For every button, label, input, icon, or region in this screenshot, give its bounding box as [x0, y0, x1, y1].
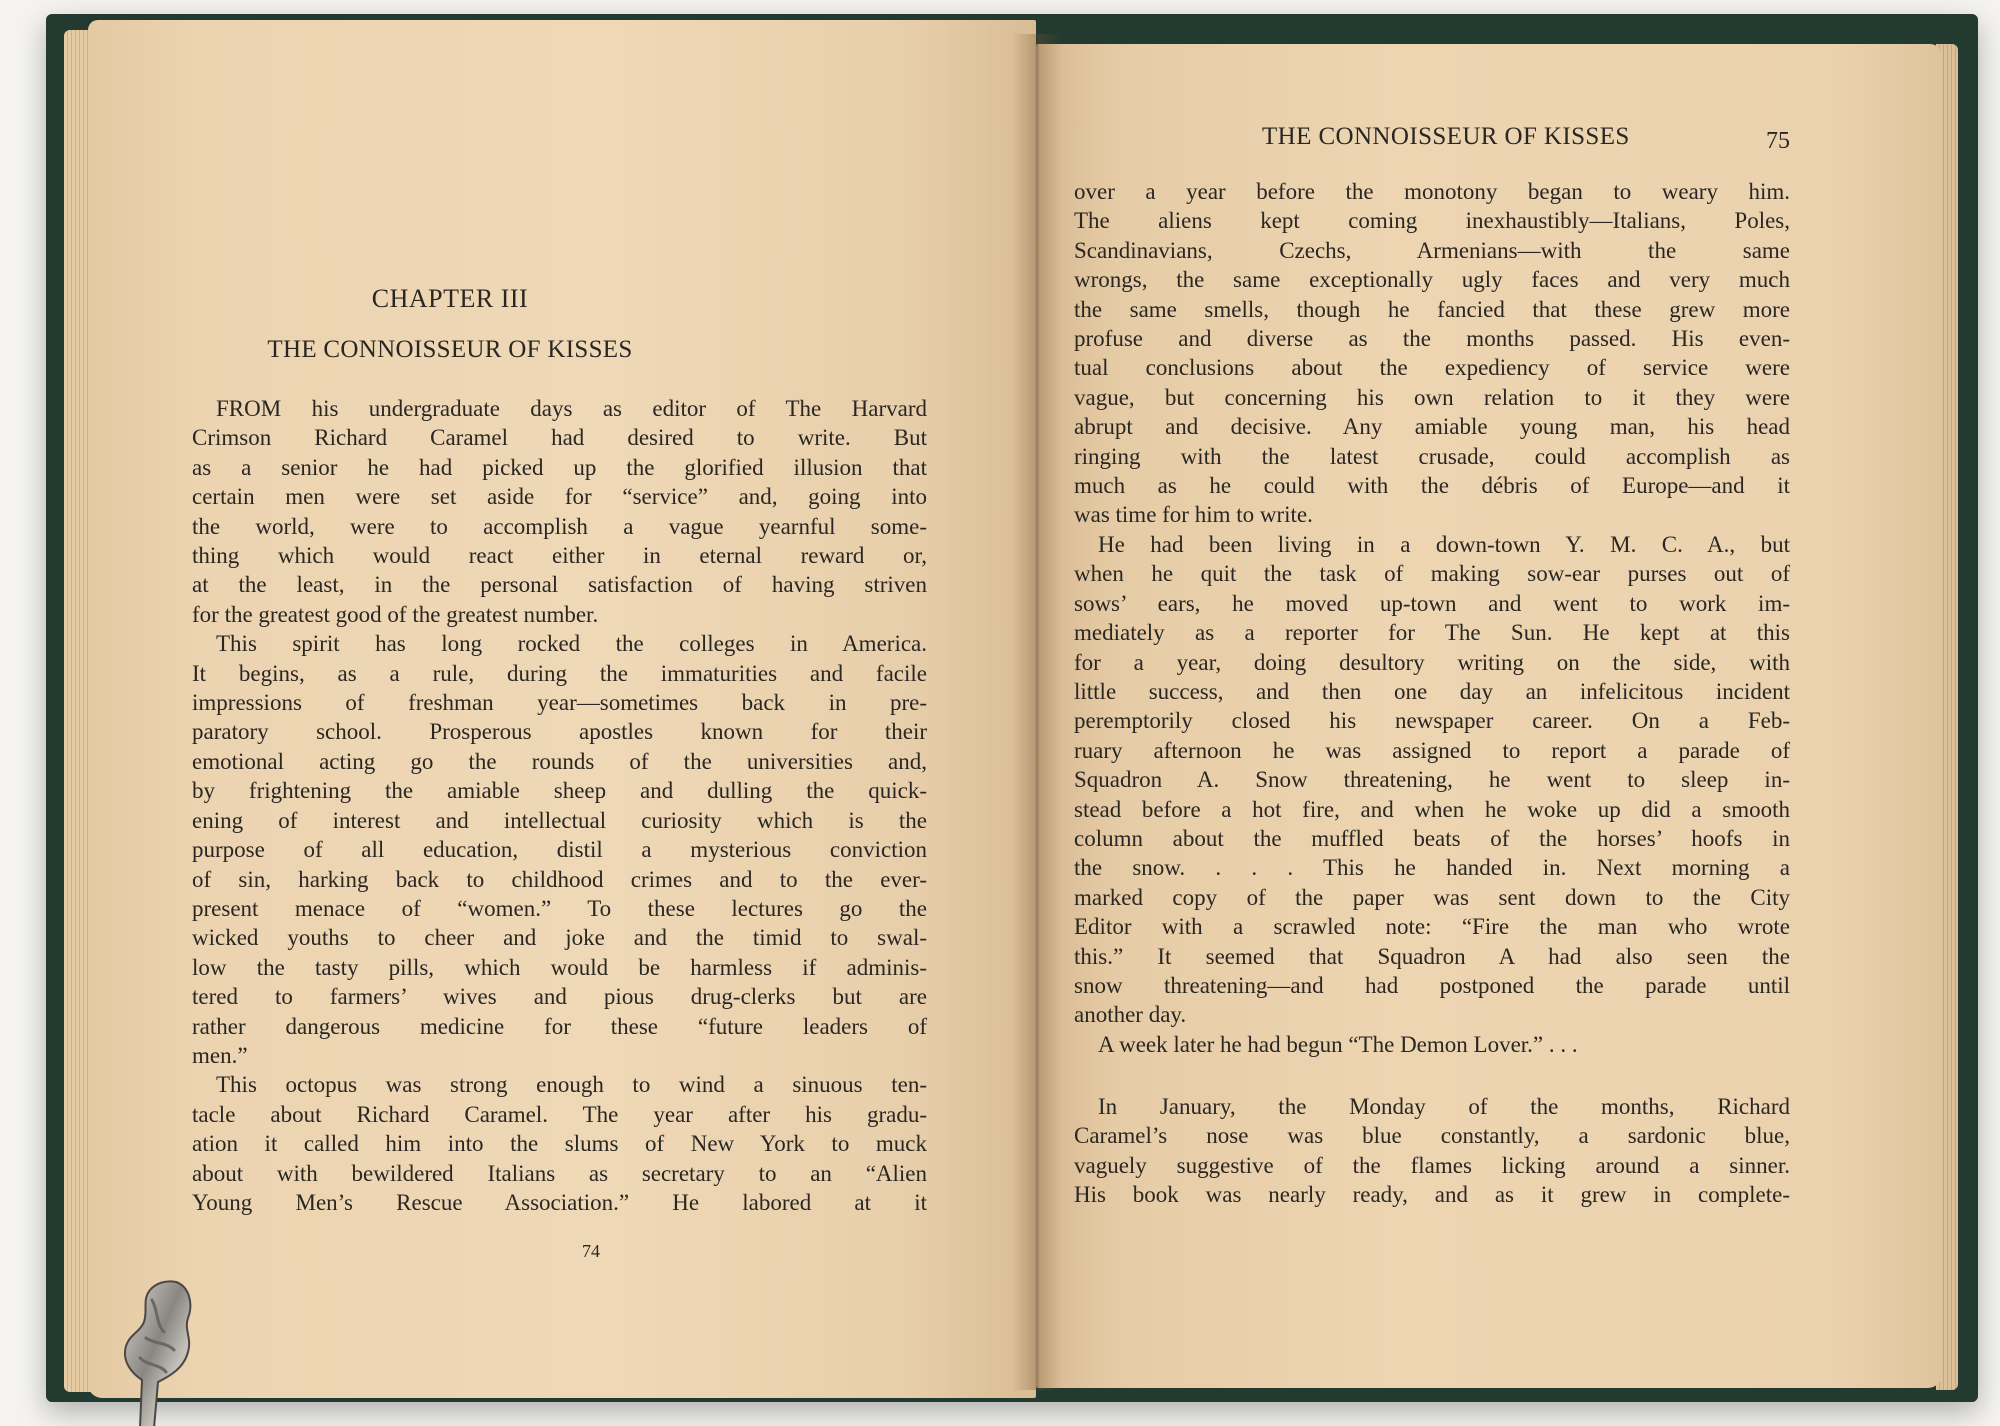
text-line: this.” It seemed that Squadron A had also seen the [1074, 943, 1790, 969]
text-line: impressions of freshman year—sometimes back in pre- [192, 690, 927, 716]
text-line: ringing with the latest crusade, could accomplish as [1074, 443, 1790, 469]
text-line: ening of interest and intellectual curiosity which is the [192, 807, 927, 833]
text-line: peremptorily closed his newspaper career. On a Feb- [1074, 708, 1790, 734]
text-line: for a year, doing desultory writing on the side, with [1074, 649, 1790, 675]
text-line: thing which would react either in eternal reward or, [192, 543, 927, 569]
text-line: the snow. . . . This he handed in. Next morning a [1074, 855, 1790, 881]
text-line: In January, the Monday of the months, Richard [1098, 1094, 1790, 1119]
text-line: as a senior he had picked up the glorified illusion that [192, 454, 927, 480]
bookmark-icon [118, 1280, 214, 1426]
text-line: vaguely suggestive of the flames licking around a sinner. [1074, 1152, 1790, 1178]
text-line: certain men were set aside for “service” and, going into [192, 484, 927, 510]
text-line: at the least, in the personal satisfaction of having striven [192, 572, 927, 598]
text-line: when he quit the task of making sow-ear purses out of [1074, 561, 1790, 587]
text-line: tacle about Richard Caramel. The year after his gradu- [192, 1101, 927, 1127]
text-line: tual conclusions about the expediency of service were [1074, 355, 1790, 381]
text-line: for the greatest good of the greatest number. [192, 601, 599, 627]
text-line: tered to farmers’ wives and pious drug-clerks but are [192, 984, 927, 1010]
text-line: wicked youths to cheer and joke and the timid to swal- [192, 925, 927, 951]
text-line: snow threatening—and had postponed the parade until [1074, 972, 1790, 998]
chapter-heading: CHAPTER III [371, 284, 529, 313]
left-page-body [192, 394, 927, 1217]
text-line: ruary afternoon he was assigned to report a parade of [1074, 737, 1790, 763]
text-line: vague, but concerning his own relation to it they were [1074, 384, 1790, 410]
text-line: about with bewildered Italians as secretary to an “Alien [192, 1160, 927, 1186]
text-line: was time for him to write. [1074, 502, 1313, 528]
text-line: Squadron A. Snow threatening, he went to sleep in- [1074, 767, 1790, 793]
text-line: sows’ ears, he moved up-town and went to work im- [1074, 590, 1790, 616]
text-line: little success, and then one day an infelicitous incident [1074, 678, 1790, 704]
running-head: THE CONNOISSEUR OF KISSES [1262, 123, 1630, 150]
text-line: low the tasty pills, which would be harmless if adminis- [192, 954, 927, 980]
text-line: the same smells, though he fancied that these grew more [1074, 296, 1790, 322]
page-number-left: 74 [582, 1241, 600, 1261]
book-gutter [1012, 34, 1062, 1390]
text-line: This spirit has long rocked the colleges in America. [216, 631, 927, 657]
text-line: much as he could with the débris of Europe—and it [1074, 473, 1790, 499]
text-line: of sin, harking back to childhood crimes and to the ever- [192, 866, 927, 892]
text-line: This octopus was strong enough to wind a sinuous ten- [216, 1072, 927, 1098]
text-line: abrupt and decisive. Any amiable young man, his head [1074, 414, 1790, 440]
text-line: rather dangerous medicine for these “future leaders of [192, 1013, 927, 1039]
text-line: It begins, as a rule, during the immaturities and facile [192, 660, 927, 686]
right-page-body-section-2 [1074, 1092, 1790, 1210]
text-line: He had been living in a down-town Y. M. C. A., but [1098, 531, 1790, 557]
right-page-body [1074, 177, 1790, 1059]
text-line: marked copy of the paper was sent down to the City [1074, 884, 1790, 910]
text-line: purpose of all education, distil a mysterious conviction [192, 837, 927, 863]
text-line: wrongs, the same exceptionally ugly faces and very much [1074, 267, 1790, 293]
text-line: present menace of “women.” To these lectures go the [192, 895, 927, 921]
text-line: by frightening the amiable sheep and dulling the quick- [192, 778, 927, 804]
text-line: Caramel’s nose was blue constantly, a sardonic blue, [1074, 1123, 1790, 1149]
text-line: Scandinavians, Czechs, Armenians—with the same [1074, 237, 1790, 263]
text-line: over a year before the monotony began to weary him. [1074, 179, 1790, 204]
chapter-title: THE CONNOISSEUR OF KISSES [267, 336, 633, 363]
text-line: mediately as a reporter for The Sun. He kept at this [1074, 620, 1790, 646]
text-line: The aliens kept coming inexhaustibly—Italians, Poles, [1074, 208, 1790, 234]
text-line: stead before a hot fire, and when he woke up did a smooth [1074, 796, 1790, 822]
text-line: paratory school. Prosperous apostles known for their [192, 719, 927, 745]
text-line: column about the muffled beats of the horses’ hoofs in [1074, 825, 1790, 851]
text-line: His book was nearly ready, and as it grew in complete- [1074, 1182, 1790, 1208]
text-line: profuse and diverse as the months passed. His even- [1074, 326, 1790, 352]
text-line: the world, were to accomplish a vague yearnful some- [192, 513, 927, 539]
text-line: Young Men’s Rescue Association.” He labored at it [192, 1189, 927, 1215]
text-line: ation it called him into the slums of New York to muck [192, 1131, 927, 1157]
text-line: men.” [192, 1042, 248, 1068]
text-line: Crimson Richard Caramel had desired to write. But [192, 425, 927, 451]
text-line: another day. [1074, 1002, 1187, 1028]
text-line: FROM his undergraduate days as editor of The Harvard [216, 396, 927, 421]
page-number-right: 75 [1766, 128, 1790, 154]
text-line: emotional acting go the rounds of the universities and, [192, 748, 927, 774]
text-line: A week later he had begun “The Demon Lover.” . . . [1098, 1031, 1578, 1057]
text-line: Editor with a scrawled note: “Fire the man who wrote [1074, 914, 1790, 940]
